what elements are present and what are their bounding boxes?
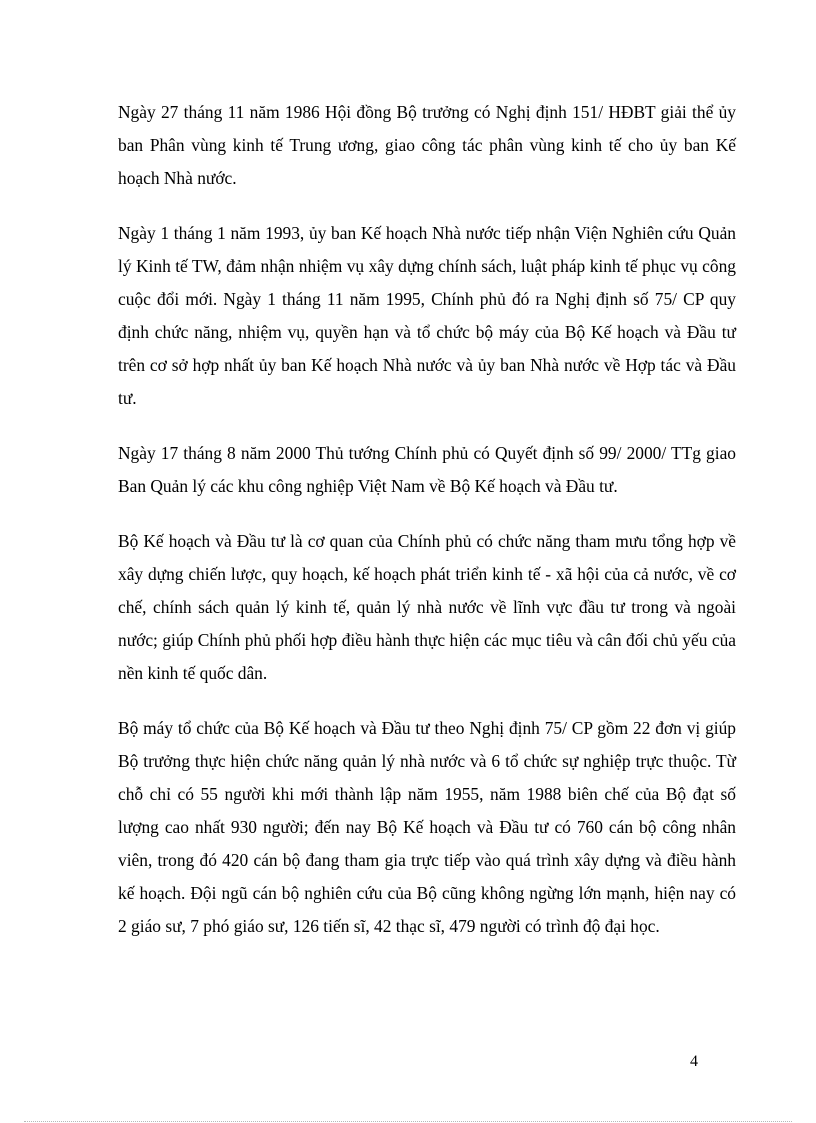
paragraph-1993-1995-history: Ngày 1 tháng 1 năm 1993, ủy ban Kế hoạch Nhà nước tiếp nhận Viện Nghiên cứu Quản lý Kinh tế TW, đảm nhận nhiệm vụ xây dựng chính sách, luật pháp kinh tế phục vụ công cuộc đổi mới. Ngày 1 tháng 11 năm 1995, Chính phủ đó ra Nghị định số 75/ CP quy định chức năng, nhiệm vụ, quyền hạn và tổ chức bộ máy của Bộ Kế hoạch và Đầu tư trên cơ sở hợp nhất ủy ban Kế hoạch Nhà nước và ủy ban Nhà nước về Hợp tác và Đầu tư. [118,223,736,408]
paragraph-organization-staff: Bộ máy tổ chức của Bộ Kế hoạch và Đầu tư theo Nghị định 75/ CP gồm 22 đơn vị giúp Bộ trưởng thực hiện chức năng quản lý nhà nước và 6 tổ chức sự nghiệp trực thuộc. Từ chỗ chỉ có 55 người khi mới thành lập năm 1955, năm 1988 biên chế của Bộ đạt số lượng cao nhất 930 người; đến nay Bộ Kế hoạch và Đầu tư có 760 cán bộ công nhân viên, trong đó 420 cán bộ đang tham gia trực tiếp vào quá trình xây dựng và điều hành kế hoạch. Đội ngũ cán bộ nghiên cứu của Bộ cũng không ngừng lớn mạnh, hiện nay có 2 giáo sư, 7 phó giáo sư, 126 tiến sĩ, 42 thạc sĩ, 479 người có trình độ đại học. [118,718,736,936]
document-body [118,96,736,965]
page-bottom-border [24,1121,792,1122]
paragraph-ministry-function: Bộ Kế hoạch và Đầu tư là cơ quan của Chính phủ có chức năng tham mưu tổng hợp về xây dựng chiến lược, quy hoạch, kế hoạch phát triển kinh tế - xã hội của cả nước, về cơ chế, chính sách quản lý kinh tế, quản lý nhà nước về lĩnh vực đầu tư trong và ngoài nước; giúp Chính phủ phối hợp điều hành thực hiện các mục tiêu và cân đối chủ yếu của nền kinh tế quốc dân. [118,531,736,683]
paragraph-1986-decree: Ngày 27 tháng 11 năm 1986 Hội đồng Bộ trưởng có Nghị định 151/ HĐBT giải thể ủy ban Phân vùng kinh tế Trung ương, giao công tác phân vùng kinh tế cho ủy ban Kế hoạch Nhà nước. [118,102,736,188]
page-number: 4 [690,1053,698,1070]
paragraph-2000-decision: Ngày 17 tháng 8 năm 2000 Thủ tướng Chính phủ có Quyết định số 99/ 2000/ TTg giao Ban Quản lý các khu công nghiệp Việt Nam về Bộ Kế hoạch và Đầu tư. [118,443,736,496]
